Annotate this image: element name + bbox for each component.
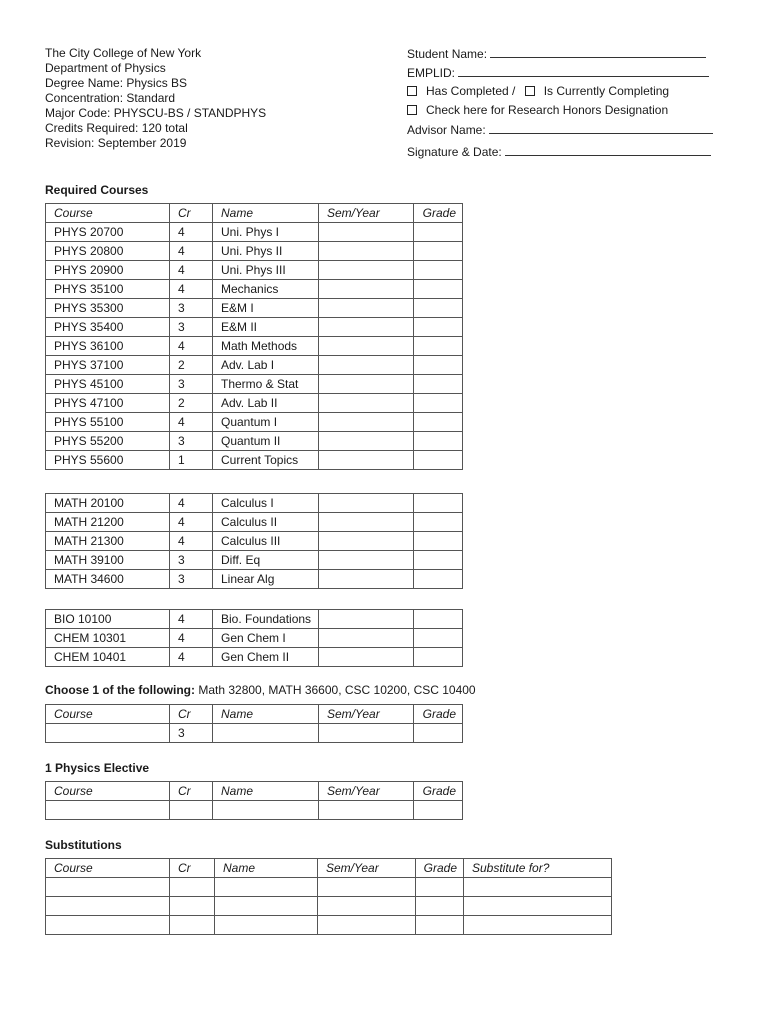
advisor-row [407,122,713,141]
name-cell: Diff. Eq [213,551,319,570]
table-row [46,532,463,551]
grade-cell[interactable] [416,897,464,916]
program-info-line: The City College of New York [45,46,202,60]
grade-cell[interactable] [414,610,463,629]
cr-cell: 4 [170,610,213,629]
program-info-line: Concentration: Standard [45,91,176,105]
sem-year-cell[interactable] [319,629,414,648]
grade-cell[interactable] [414,494,463,513]
grade-cell[interactable] [414,318,463,337]
cr-cell: 3 [170,432,213,451]
table-row [46,513,463,532]
cr-cell: 4 [170,223,213,242]
signature-date-field[interactable] [505,144,711,156]
substitute-for-cell[interactable] [464,897,612,916]
name-cell: Math Methods [213,337,319,356]
program-info [45,46,266,151]
name-cell: Gen Chem II [213,648,319,667]
course-cell: BIO 10100 [46,610,170,629]
grade-cell[interactable] [414,648,463,667]
course-cell[interactable] [46,878,170,897]
sem-year-cell[interactable] [319,318,414,337]
sem-year-cell[interactable] [319,337,414,356]
cr-cell: 4 [170,494,213,513]
grade-cell[interactable] [414,551,463,570]
name-cell: Adv. Lab II [213,394,319,413]
course-cell[interactable] [46,916,170,935]
choose-one-table [45,704,463,743]
substitutions-title: Substitutions [45,838,122,852]
program-info-line: Department of Physics [45,61,166,75]
completion-row [407,84,713,103]
cr-header: Cr [170,705,213,724]
course-cell: PHYS 35400 [46,318,170,337]
grade-cell[interactable] [414,801,463,820]
course-cell: PHYS 35100 [46,280,170,299]
name-cell: Calculus II [213,513,319,532]
name-cell: Calculus III [213,532,319,551]
table-row [46,648,463,667]
grade-cell[interactable] [414,375,463,394]
cr-header: Cr [170,782,213,801]
name-cell: E&M I [213,299,319,318]
sem-year-cell[interactable] [319,223,414,242]
sem-year-cell[interactable] [319,570,414,589]
cr-cell: 4 [170,337,213,356]
grade-cell[interactable] [414,532,463,551]
table-header-row [46,204,463,223]
required-courses-title: Required Courses [45,183,149,197]
program-info-line: Major Code: PHYSCU-BS / STANDPHYS [45,106,267,120]
table-row [46,551,463,570]
sem-year-cell[interactable] [319,801,414,820]
cr-cell[interactable] [170,878,215,897]
cr-cell: 4 [170,280,213,299]
course-header: Course [46,204,170,223]
sem-year-cell[interactable] [319,242,414,261]
grade-cell[interactable] [414,513,463,532]
table-row [46,610,463,629]
grade-cell[interactable] [414,432,463,451]
cr-cell: 4 [170,648,213,667]
cr-cell: 4 [170,261,213,280]
cr-cell: 3 [170,375,213,394]
math-courses-table [45,493,463,589]
name-cell[interactable] [215,916,318,935]
table-row [46,916,612,935]
table-row [46,801,463,820]
name-header: Name [213,782,319,801]
cr-cell: 3 [170,299,213,318]
sem-year-cell[interactable] [319,375,414,394]
table-row [46,878,612,897]
cr-cell: 1 [170,451,213,470]
table-row [46,897,612,916]
name-header: Name [213,204,319,223]
sem-year-cell[interactable] [319,280,414,299]
sem-year-header: Sem/Year [319,782,414,801]
physics-elective-table [45,781,463,820]
table-row [46,280,463,299]
grade-cell[interactable] [414,337,463,356]
sem-year-cell[interactable] [319,451,414,470]
name-header: Name [213,705,319,724]
student-name-label: Student Name: [407,47,488,61]
course-cell[interactable] [46,801,170,820]
choose-one-title [45,683,476,697]
sem-year-cell[interactable] [318,897,416,916]
cr-cell: 4 [170,242,213,261]
cr-cell: 3 [170,551,213,570]
course-header: Course [46,705,170,724]
name-cell: Calculus I [213,494,319,513]
name-cell: Gen Chem I [213,629,319,648]
currently-completing-checkbox[interactable] [525,86,535,96]
course-cell: PHYS 55600 [46,451,170,470]
table-row [46,570,463,589]
course-cell: CHEM 10401 [46,648,170,667]
course-cell: PHYS 37100 [46,356,170,375]
sem-year-header: Sem/Year [319,705,414,724]
grade-cell[interactable] [414,570,463,589]
research-honors-row [407,103,713,122]
sem-year-cell[interactable] [319,356,414,375]
grade-cell[interactable] [414,413,463,432]
course-header: Course [46,859,170,878]
grade-cell[interactable] [414,280,463,299]
research-honors-checkbox[interactable] [407,105,417,115]
substitutions-table [45,858,612,935]
name-cell[interactable] [215,897,318,916]
sem-year-cell[interactable] [318,916,416,935]
emplid-label: EMPLID: [407,66,456,80]
sem-year-header: Sem/Year [319,204,414,223]
cr-header: Cr [170,859,215,878]
name-cell: Uni. Phys I [213,223,319,242]
physics-courses-table [45,203,463,470]
course-cell: CHEM 10301 [46,629,170,648]
course-cell: PHYS 20700 [46,223,170,242]
cr-cell[interactable] [170,801,213,820]
advisor-name-field[interactable] [489,122,713,134]
cr-cell: 4 [170,513,213,532]
grade-header: Grade [414,204,463,223]
cr-cell[interactable] [170,897,215,916]
grade-header: Grade [414,705,463,724]
course-cell: MATH 21300 [46,532,170,551]
table-row [46,629,463,648]
has-completed-checkbox[interactable] [407,86,417,96]
emplid-row [407,65,713,84]
substitute-for-cell[interactable] [464,916,612,935]
course-cell: PHYS 35300 [46,299,170,318]
sem-year-cell[interactable] [319,413,414,432]
choose-one-options: Math 32800, MATH 36600, CSC 10200, CSC 10400 [195,683,476,697]
name-cell: Uni. Phys II [213,242,319,261]
course-cell: MATH 21200 [46,513,170,532]
grade-header: Grade [414,782,463,801]
name-cell: Quantum II [213,432,319,451]
table-row [46,451,463,470]
sem-year-cell[interactable] [319,494,414,513]
name-cell: Mechanics [213,280,319,299]
grade-cell[interactable] [414,356,463,375]
name-cell: E&M II [213,318,319,337]
cr-cell: 2 [170,394,213,413]
table-row [46,318,463,337]
cr-header: Cr [170,204,213,223]
student-name-field[interactable] [490,46,706,58]
course-cell[interactable] [46,897,170,916]
grade-cell[interactable] [416,916,464,935]
name-cell: Bio. Foundations [213,610,319,629]
program-info-line: Credits Required: 120 total [45,121,188,135]
cr-cell: 3 [170,318,213,337]
table-row [46,394,463,413]
table-row [46,375,463,394]
substitute-for-header: Substitute for? [464,859,612,878]
grade-cell[interactable] [414,299,463,318]
course-cell: MATH 39100 [46,551,170,570]
emplid-field[interactable] [458,65,709,77]
advisor-label: Advisor Name: [407,123,486,137]
course-cell: MATH 20100 [46,494,170,513]
sem-year-cell[interactable] [318,878,416,897]
sem-year-cell[interactable] [319,394,414,413]
sem-year-cell[interactable] [319,532,414,551]
grade-cell[interactable] [414,223,463,242]
name-cell[interactable] [213,724,319,743]
student-name-row [407,46,713,65]
course-cell: MATH 34600 [46,570,170,589]
name-cell: Adv. Lab I [213,356,319,375]
grade-cell[interactable] [414,394,463,413]
science-courses-table [45,609,463,667]
grade-cell[interactable] [414,724,463,743]
physics-elective-title: 1 Physics Elective [45,761,150,775]
name-cell: Linear Alg [213,570,319,589]
table-row [46,432,463,451]
table-row [46,356,463,375]
choose-one-label: Choose 1 of the following: [45,683,195,697]
table-row [46,724,463,743]
cr-cell: 2 [170,356,213,375]
name-cell: Uni. Phys III [213,261,319,280]
course-header: Course [46,782,170,801]
course-cell: PHYS 20800 [46,242,170,261]
research-honors-label: Check here for Research Honors Designation [426,103,669,117]
grade-cell[interactable] [414,451,463,470]
cr-cell: 4 [170,532,213,551]
table-header-row [46,705,463,724]
table-row [46,223,463,242]
table-row [46,242,463,261]
signature-label: Signature & Date: [407,145,502,159]
grade-cell[interactable] [416,878,464,897]
cr-cell[interactable] [170,916,215,935]
course-cell[interactable] [46,724,170,743]
name-cell: Thermo & Stat [213,375,319,394]
sem-year-cell[interactable] [319,432,414,451]
signature-row [407,144,713,163]
name-cell: Quantum I [213,413,319,432]
name-header: Name [215,859,318,878]
sem-year-cell[interactable] [319,299,414,318]
table-header-row [46,782,463,801]
table-row [46,299,463,318]
course-cell: PHYS 47100 [46,394,170,413]
table-row [46,337,463,356]
table-header-row [46,859,612,878]
sem-year-cell[interactable] [319,261,414,280]
name-cell: Current Topics [213,451,319,470]
course-cell: PHYS 45100 [46,375,170,394]
currently-completing-label: Is Currently Completing [543,84,670,98]
course-cell: PHYS 55100 [46,413,170,432]
grade-header: Grade [416,859,464,878]
table-row [46,494,463,513]
course-cell: PHYS 36100 [46,337,170,356]
name-cell[interactable] [213,801,319,820]
sem-year-cell[interactable] [319,513,414,532]
cr-cell: 3 [170,724,213,743]
sem-year-cell[interactable] [319,610,414,629]
cr-cell: 4 [170,413,213,432]
table-row [46,261,463,280]
sem-year-cell[interactable] [319,724,414,743]
student-info-block [407,46,713,163]
program-info-line: Revision: September 2019 [45,136,187,150]
sem-year-cell[interactable] [319,648,414,667]
table-row [46,413,463,432]
grade-cell[interactable] [414,629,463,648]
sem-year-header: Sem/Year [318,859,416,878]
program-info-line: Degree Name: Physics BS [45,76,188,90]
substitute-for-cell[interactable] [464,878,612,897]
grade-cell[interactable] [414,242,463,261]
grade-cell[interactable] [414,261,463,280]
name-cell[interactable] [215,878,318,897]
cr-cell: 4 [170,629,213,648]
cr-cell: 3 [170,570,213,589]
sem-year-cell[interactable] [319,551,414,570]
course-cell: PHYS 20900 [46,261,170,280]
has-completed-label: Has Completed / [426,84,516,98]
course-cell: PHYS 55200 [46,432,170,451]
